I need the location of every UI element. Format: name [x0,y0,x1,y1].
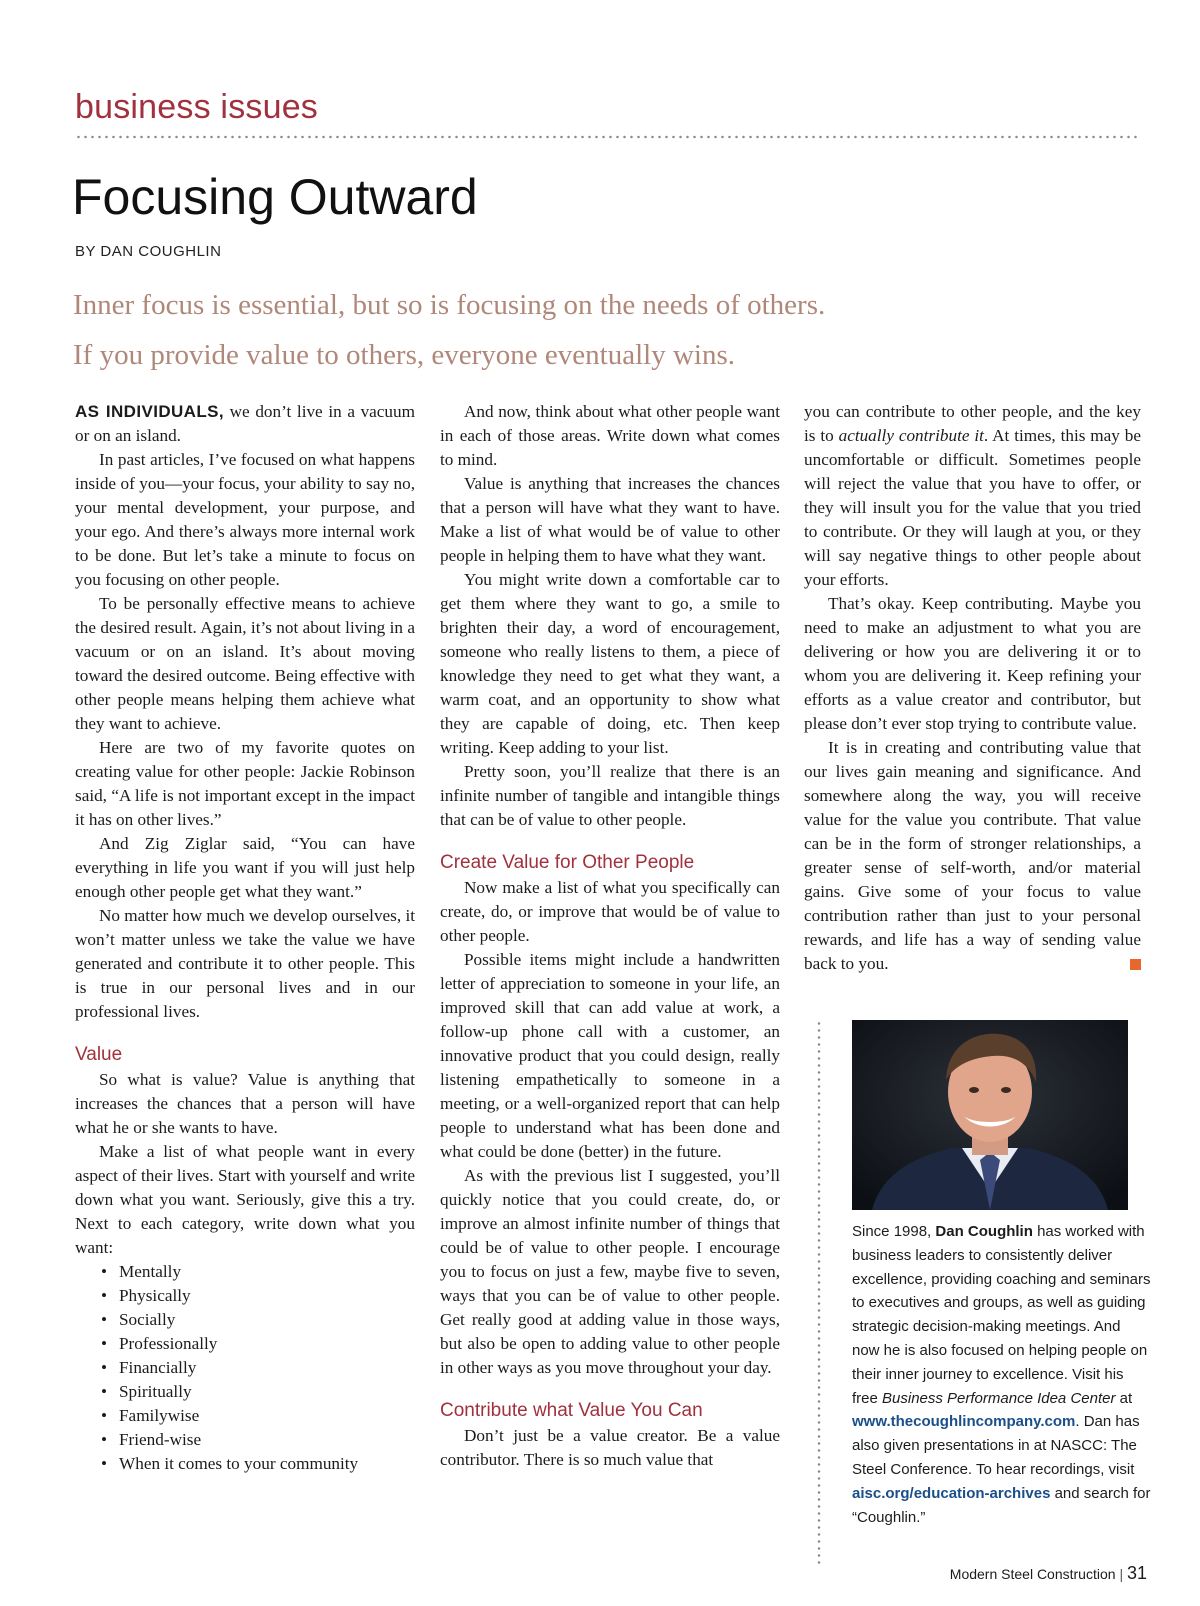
paragraph: To be personally effective means to achieve the desired result. Again, it’s not about living in a vacuum or on an island. It’s about moving toward the desired outcome. Being effective with other people means helping them achieve what they want to achieve. [75,594,415,733]
paragraph: It is in creating and contributing value that our lives gain meaning and significance. And somewhere along the way, you will receive value for the value you contribute. That value can be in the form of stronger relationships, a greater sense of self-worth, and/or material gains. Give some of your focus to value contribution rather than just to your personal rewards, and life has a way of sending value back to you. [804,738,1141,973]
paragraph: Don’t just be a value creator. Be a value contributor. There is so much value that [440,1426,780,1469]
paragraph: Possible items might include a handwritten letter of appreciation to someone in your life, an improved skill that can add value at work, a follow-up phone call with a customer, an innovative product that you could design, really listening empathetically to someone in a meeting, or a well-organized report that can help people to understand what has been done and what could be done (better) in the future. [440,950,780,1161]
footer-separator: | [1119,1566,1124,1582]
author-bio: Since 1998, Dan Coughlin has worked with business leaders to consistently deliver excellence, providing coaching and seminars to executives and groups, as well as guiding strategic decision-making meetings. And now he is also focused on helping people on their inner journey to excellence. Visit his free Business Performance Idea Center at www.thecoughlincompany.com. Dan has also given presentations in at NASCC: The Steel Conference. To hear recordings, visit aisc.org/education-archives and search for “Coughlin.” [852,1223,1151,1526]
lead-in: AS INDIVIDUALS, [75,402,225,421]
paragraph: You might write down a comfortable car to get them where they want to go, a smile to brighten their day, a word of encouragement, someone who really listens to them, a piece of knowledge they need to get what they want, a warm coat, and an opportunity to show what they are capable of doing, etc. Then keep writing. Keep adding to your list. [440,570,780,757]
paragraph: Here are two of my favorite quotes on creating value for other people: Jackie Robinson said, “A life is not important except in the impact it has on other lives.” [75,738,415,829]
website-link[interactable]: www.thecoughlincompany.com [852,1413,1076,1431]
paragraph: No matter how much we develop ourselves, it won’t matter unless we take the value we have generated and contribute it to other people. This is true in our personal lives and in our professional lives. [75,906,415,1021]
lead-paragraph: AS INDIVIDUALS, we don’t live in a vacuum or on an island. [75,402,415,445]
publication-name: Modern Steel Construction [949,1566,1116,1582]
list-item: • Socially [101,1308,415,1332]
list-item: • Physically [101,1284,415,1308]
paragraph: That’s okay. Keep contributing. Maybe you need to make an adjustment to what you are delivering or how you are delivering it or to whom you are delivering it. Keep refining your efforts as a value creator and contributor, but please don’t ever stop trying to contribute value. [804,594,1141,733]
body-column-1 [75,400,415,1476]
subhead-value: Value [75,1044,123,1065]
deck [73,280,1153,380]
paragraph: Make a list of what people want in every aspect of their lives. Start with yourself and write down what you want. Seriously, give this a try. Next to each category, write down what you want: [75,1142,415,1257]
end-of-article-mark [1130,959,1141,970]
list-item: • Spiritually [101,1380,415,1404]
dotted-sidebar-rule [817,1020,821,1565]
paragraph: you can contribute to other people, and the key is to actually contribute it. At times, this may be uncomfortable or difficult. Sometimes people will reject the value that you have to offer, or they will insult you for the value that you tried to contribute. Or they will laugh at you, or they will say negative things to other people about your efforts. [804,402,1141,589]
list-item: • When it comes to your community [101,1452,415,1476]
archives-link[interactable]: aisc.org/education-archives [852,1484,1051,1502]
author-name: Dan Coughlin [935,1223,1033,1240]
list-item: • Financially [101,1356,415,1380]
resource-name: Business Performance Idea Center [882,1389,1116,1407]
subhead-create-value: Create Value for Other People [440,852,695,873]
paragraph: And Zig Ziglar said, “You can have everything in life you want if you will just help enough other people get what they want.” [75,834,415,901]
list-item: • Friend-wise [101,1428,415,1452]
paragraph: As with the previous list I suggested, you’ll quickly notice that you could create, do, or improve an almost infinite number of things that could be of value to other people. I encourage you to focus on just a few, maybe five to seven, ways that you can be of value to other people. Get really good at adding value in those ways, but also be open to adding value to other people in other ways as you move throughout your day. [440,1166,780,1377]
paragraph: In past articles, I’ve focused on what happens inside of you—your focus, your ability to say no, your mental development, your purpose, and your ego. And there’s always more internal work to be done. But let’s take a minute to focus on you focusing on other people. [75,450,415,589]
list-item: • Professionally [101,1332,415,1356]
subhead-contribute-value: Contribute what Value You Can [440,1400,703,1421]
list-item: • Familywise [101,1404,415,1428]
byline: BY DAN COUGHLIN [75,243,222,260]
article-title: Focusing Outward [72,169,478,225]
body-column-3 [804,400,1141,976]
paragraph: So what is value? Value is anything that increases the chances that a person will have what he or she wants to have. [75,1070,415,1137]
author-photo [852,1020,1128,1210]
list-item: • Mentally [101,1260,415,1284]
deck-line-1: Inner focus is essential, but so is focusing on the needs of others. [73,289,826,321]
paragraph: And now, think about what other people want in each of those areas. Write down what comes to mind. [440,402,780,469]
paragraph: Now make a list of what you specifically can create, do, or improve that would be of value to other people. [440,878,780,945]
emphasis: actually contribute it [838,426,984,445]
page-footer [950,1563,1147,1584]
deck-line-2: If you provide value to others, everyone eventually wins. [73,339,735,371]
section-label: business issues [75,88,319,126]
paragraph: Value is anything that increases the chances that a person will have what they want to have. Make a list of what would be of value to other people in helping them to have what they want. [440,474,780,565]
page-number: 31 [1126,1563,1147,1583]
paragraph: Pretty soon, you’ll realize that there is an infinite number of tangible and intangible things that can be of value to other people. [440,762,780,829]
body-column-2 [440,400,780,1472]
author-portrait-illustration [852,1020,1128,1210]
dotted-rule [75,135,1140,139]
wants-list [75,1260,415,1476]
